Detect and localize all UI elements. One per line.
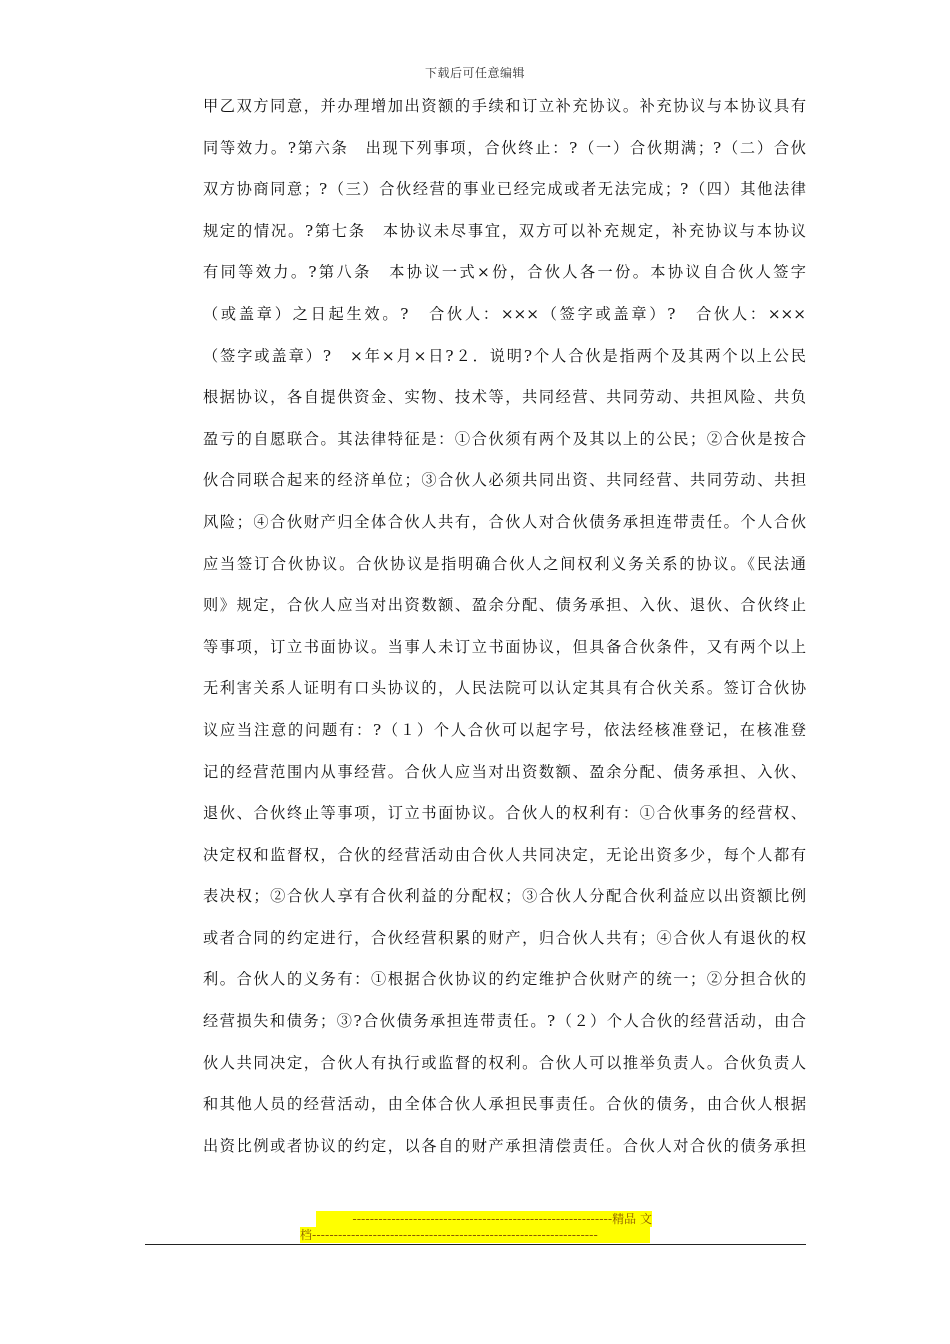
body-line: 风险；④合伙财产归全体合伙人共有，合伙人对合伙债务承担连带责任。个人合伙 [203,512,806,531]
body-line: 表决权；②合伙人享有合伙利益的分配权；③合伙人分配合伙利益应以出资额比例 [203,887,806,906]
body-line: 经营损失和债务；③?合伙债务承担连带责任。?（２）个人合伙的经营活动，由合 [203,1012,806,1031]
body-line: 决定权和监督权，合伙的经营活动由合伙人共同决定，无论出资多少，每个人都有 [203,845,806,864]
body-line: 议应当注意的问题有：?（１）个人合伙可以起字号，依法经核准登记，在核准登 [203,720,806,739]
body-line: （签字或盖章）? ×年×月×日?２．说明?个人合伙是指两个及其两个以上公民 [203,346,806,365]
body-line: （或盖章）之日起生效。? 合伙人：×××（签字或盖章）? 合伙人：××× [203,304,806,323]
body-line: 伙人共同决定，合伙人有执行或监督的权利。合伙人可以推举负责人。合伙负责人 [203,1053,806,1072]
body-line: 或者合同的约定进行，合伙经营积累的财产，归合伙人共有；④合伙人有退伙的权 [203,928,806,947]
body-line: 盈亏的自愿联合。其法律特征是：①合伙须有两个及其以上的公民；②合伙是按合 [203,429,806,448]
document-body [203,86,806,1167]
page-header: 下载后可任意编辑 [424,66,525,80]
body-line: 无利害关系人证明有口头协议的，人民法院可以认定其具有合伙关系。签订合伙协 [203,679,806,698]
body-line: 应当签订合伙协议。合伙协议是指明确合伙人之间权利义务关系的协议。《民法通 [203,554,806,573]
footer-divider [145,1244,806,1245]
footer-watermark-note [300,1211,650,1243]
body-line: 同等效力。?第六条 出现下列事项，合伙终止：?（一）合伙期满；?（二）合伙 [203,138,806,157]
body-line: 和其他人员的经营活动，由全体合伙人承担民事责任。合伙的债务，由合伙人根据 [203,1095,806,1114]
body-line: 退伙、合伙终止等事项，订立书面协议。合伙人的权利有：①合伙事务的经营权、 [203,804,806,823]
body-line: 根据协议，各自提供资金、实物、技术等，共同经营、共同劳动、共担风险、共负 [203,388,806,407]
body-line: 记的经营范围内从事经营。合伙人应当对出资数额、盈余分配、债务承担、入伙、 [203,762,806,781]
body-line: 利。合伙人的义务有：①根据合伙协议的约定维护合伙财产的统一；②分担合伙的 [203,970,806,989]
body-line: 则》规定，合伙人应当对出资数额、盈余分配、债务承担、入伙、退伙、合伙终止 [203,596,806,615]
body-line: 双方协商同意；?（三）合伙经营的事业已经完成或者无法完成；?（四）其他法律 [203,180,806,199]
footer-note-line-2: 档------------------------------------------------------------------ [300,1227,650,1243]
body-line: 有同等效力。?第八条 本协议一式×份，合伙人各一份。本协议自合伙人签字 [203,263,806,282]
body-line: 甲乙双方同意，并办理增加出资额的手续和订立补充协议。补充协议与本协议具有 [203,97,806,115]
body-line: 规定的情况。?第七条 本协议未尽事宜，双方可以补充规定，补充协议与本协议 [203,221,806,240]
body-line: 伙合同联合起来的经济单位；③合伙人必须共同出资、共同经营、共同劳动、共担 [203,471,806,490]
footer-note-line-1: ------------------------------------------------------------精品 文 [316,1211,652,1227]
body-line: 出资比例或者协议的约定，以各自的财产承担清偿责任。合伙人对合伙的债务承担 [203,1136,806,1155]
body-line: 等事项，订立书面协议。当事人未订立书面协议，但具备合伙条件，又有两个以上 [203,637,806,656]
